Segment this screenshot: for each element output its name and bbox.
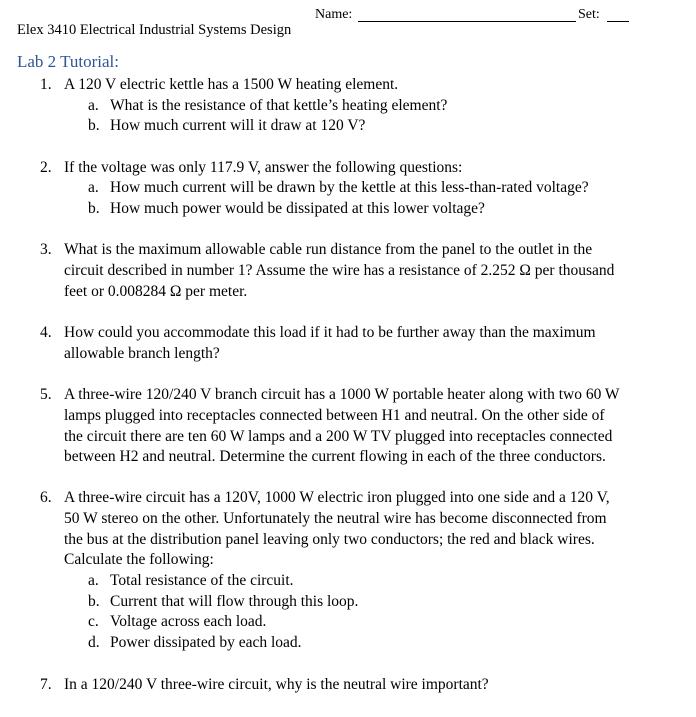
question-text-line: If the voltage was only 117.9 V, answer the following questions:: [64, 159, 463, 176]
name-blank-line: [358, 21, 576, 22]
name-label: Name:: [315, 7, 353, 22]
question-number: 4.: [40, 324, 52, 341]
question-text-line: Calculate the following:: [64, 551, 214, 568]
question-number: 7.: [40, 676, 52, 693]
sub-question-text: What is the resistance of that kettle’s heating element?: [110, 97, 448, 114]
course-title: Elex 3410 Electrical Industrial Systems Design: [17, 22, 292, 38]
sub-question-text: Current that will flow through this loop.: [110, 593, 359, 610]
sub-question-letter: a.: [88, 97, 99, 114]
sub-question-letter: a.: [88, 179, 99, 196]
question-text-line: What is the maximum allowable cable run distance from the panel to the outlet in the: [64, 241, 593, 258]
sub-question-text: Total resistance of the circuit.: [110, 572, 294, 589]
sub-question-text: How much current will be drawn by the kettle at this less-than-rated voltage?: [110, 179, 589, 196]
sub-question-letter: b.: [88, 200, 100, 217]
set-blank-line: [607, 21, 629, 22]
sub-question-text: Voltage across each load.: [110, 613, 267, 630]
question-text-line: allowable branch length?: [64, 345, 220, 362]
sub-question-letter: d.: [88, 634, 100, 651]
question-text-line: How could you accommodate this load if it had to be further away than the maximum: [64, 324, 596, 341]
question-number: 5.: [40, 386, 52, 403]
sub-question-letter: a.: [88, 572, 99, 589]
question-number: 3.: [40, 241, 52, 258]
sub-question-letter: b.: [88, 593, 100, 610]
question-text-line: between H2 and neutral. Determine the current flowing in each of the three conductors.: [64, 448, 606, 465]
sub-question-letter: b.: [88, 117, 100, 134]
question-number: 1.: [40, 76, 52, 93]
sub-question-letter: c.: [88, 613, 99, 630]
question-text-line: A three-wire circuit has a 120V, 1000 W electric iron plugged into one side and a 120 V,: [64, 489, 610, 506]
sub-question-text: Power dissipated by each load.: [110, 634, 302, 651]
question-number: 6.: [40, 489, 52, 506]
lab-title: Lab 2 Tutorial:: [17, 52, 120, 71]
question-text-line: the circuit there are ten 60 W lamps and a 200 W TV plugged into receptacles connected: [64, 428, 613, 445]
set-label: Set:: [578, 7, 600, 22]
sub-question-text: How much current will it draw at 120 V?: [110, 117, 366, 134]
question-number: 2.: [40, 159, 52, 176]
question-text-line: In a 120/240 V three-wire circuit, why is the neutral wire important?: [64, 676, 489, 693]
question-text-line: the bus at the distribution panel leaving only two conductors; the red and black wires.: [64, 531, 595, 548]
sub-question-text: How much power would be dissipated at this lower voltage?: [110, 200, 485, 217]
question-text-line: circuit described in number 1? Assume the wire has a resistance of 2.252 Ω per thousand: [64, 262, 615, 279]
question-text-line: A three-wire 120/240 V branch circuit has a 1000 W portable heater along with two 60 W: [64, 386, 620, 403]
question-text-line: 50 W stereo on the other. Unfortunately the neutral wire has become disconnected from: [64, 510, 607, 527]
question-text-line: lamps plugged into receptacles connected between H1 and neutral. On the other side of: [64, 407, 605, 424]
question-text-line: feet or 0.008284 Ω per meter.: [64, 283, 248, 300]
question-text-line: A 120 V electric kettle has a 1500 W heating element.: [64, 76, 399, 93]
